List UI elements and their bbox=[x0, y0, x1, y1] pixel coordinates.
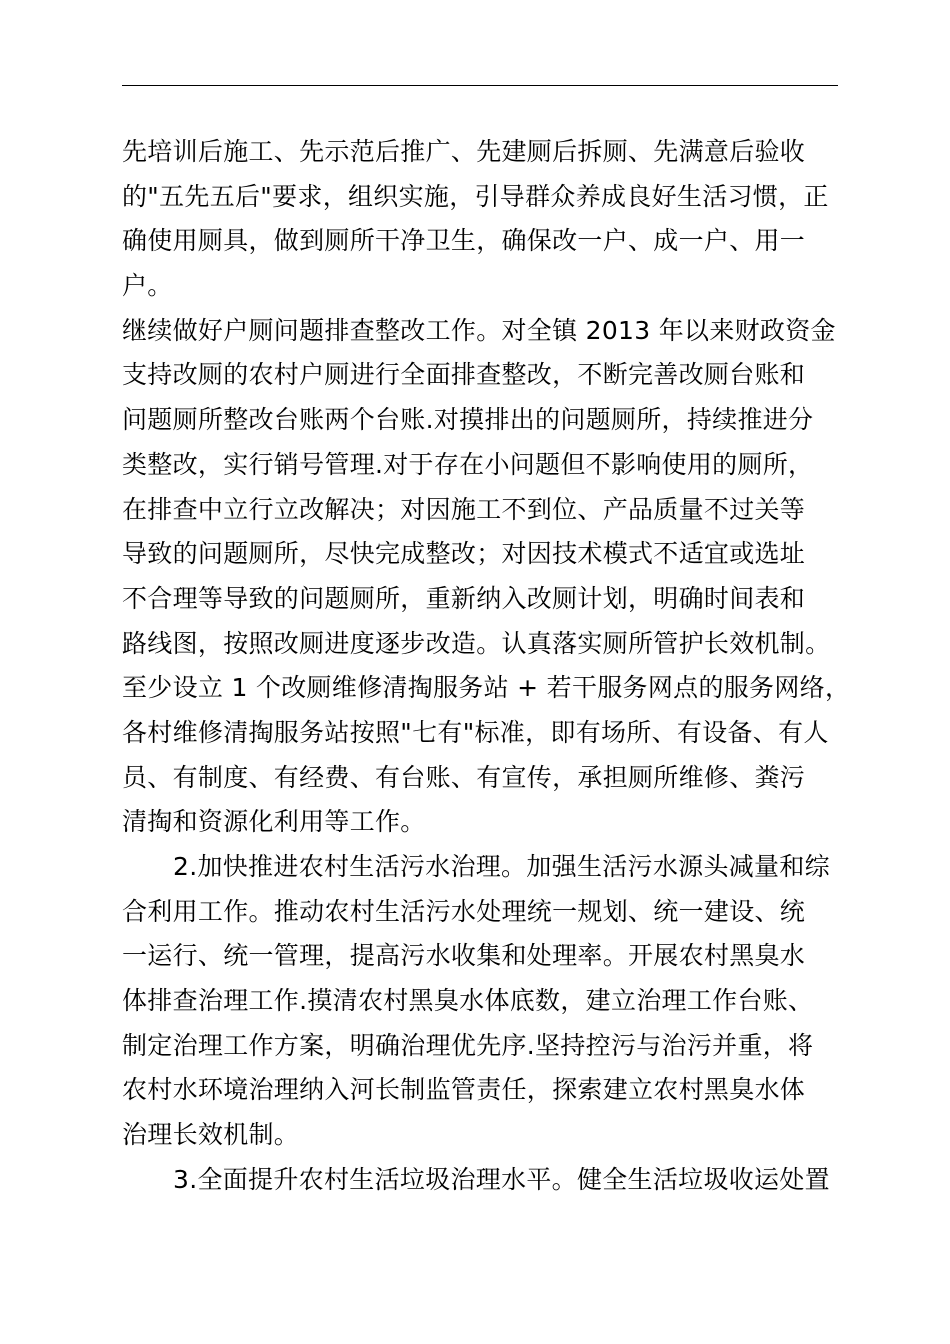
text-line: 员、有制度、有经费、有台账、有宣传，承担厕所维修、粪污 bbox=[122, 762, 806, 792]
text-line: 合利用工作。推动农村生活污水处理统一规划、统一建设、统 bbox=[122, 896, 806, 926]
text-line: 在排查中立行立改解决；对因施工不到位、产品质量不过关等 bbox=[122, 494, 806, 524]
text-line: 农村水环境治理纳入河长制监管责任，探索建立农村黑臭水体 bbox=[122, 1075, 806, 1105]
text-line: 清掏和资源化利用等工作。 bbox=[122, 807, 426, 837]
text-line: 类整改，实行销号管理.对于存在小问题但不影响使用的厕所， bbox=[122, 449, 814, 479]
text-line: 导致的问题厕所，尽快完成整改；对因技术模式不适宜或选址 bbox=[122, 539, 806, 569]
text-line: 路线图，按照改厕进度逐步改造。认真落实厕所管护长效机制。 bbox=[122, 628, 831, 658]
text-line: 继续做好户厕问题排查整改工作。对全镇 2013 年以来财政资金 bbox=[122, 315, 836, 345]
text-line: 3.全面提升农村生活垃圾治理水平。健全生活垃圾收运处置 bbox=[173, 1164, 830, 1194]
text-line: 户。 bbox=[122, 271, 173, 301]
text-line: 至少设立 1 个改厕维修清掏服务站 + 若干服务网点的服务网络， bbox=[122, 673, 851, 703]
text-line: 问题厕所整改台账两个台账.对摸排出的问题厕所，持续推进分 bbox=[122, 405, 814, 435]
text-line: 支持改厕的农村户厕进行全面排查整改，不断完善改厕台账和 bbox=[122, 360, 806, 390]
text-line: 确使用厕具，做到厕所干净卫生，确保改一户、成一户、用一 bbox=[122, 226, 806, 256]
text-line: 各村维修清掏服务站按照"七有"标准，即有场所、有设备、有人 bbox=[122, 717, 829, 747]
header-rule bbox=[122, 85, 838, 86]
text-line: 先培训后施工、先示范后推广、先建厕后拆厕、先满意后验收 bbox=[122, 137, 806, 166]
text-line: 体排查治理工作.摸清农村黑臭水体底数，建立治理工作台账、 bbox=[122, 986, 814, 1016]
document-body bbox=[122, 130, 862, 1203]
text-line: 制定治理工作方案，明确治理优先序.坚持控污与治污并重，将 bbox=[122, 1030, 814, 1060]
text-line: 2.加快推进农村生活污水治理。加强生活污水源头减量和综 bbox=[173, 852, 830, 881]
text-line: 不合理等导致的问题厕所，重新纳入改厕计划，明确时间表和 bbox=[122, 583, 806, 613]
text-line: 一运行、统一管理，提高污水收集和处理率。开展农村黑臭水 bbox=[122, 941, 806, 971]
text-line: 的"五先五后"要求，组织实施，引导群众养成良好生活习惯，正 bbox=[122, 181, 829, 211]
text-line: 治理长效机制。 bbox=[122, 1120, 300, 1150]
